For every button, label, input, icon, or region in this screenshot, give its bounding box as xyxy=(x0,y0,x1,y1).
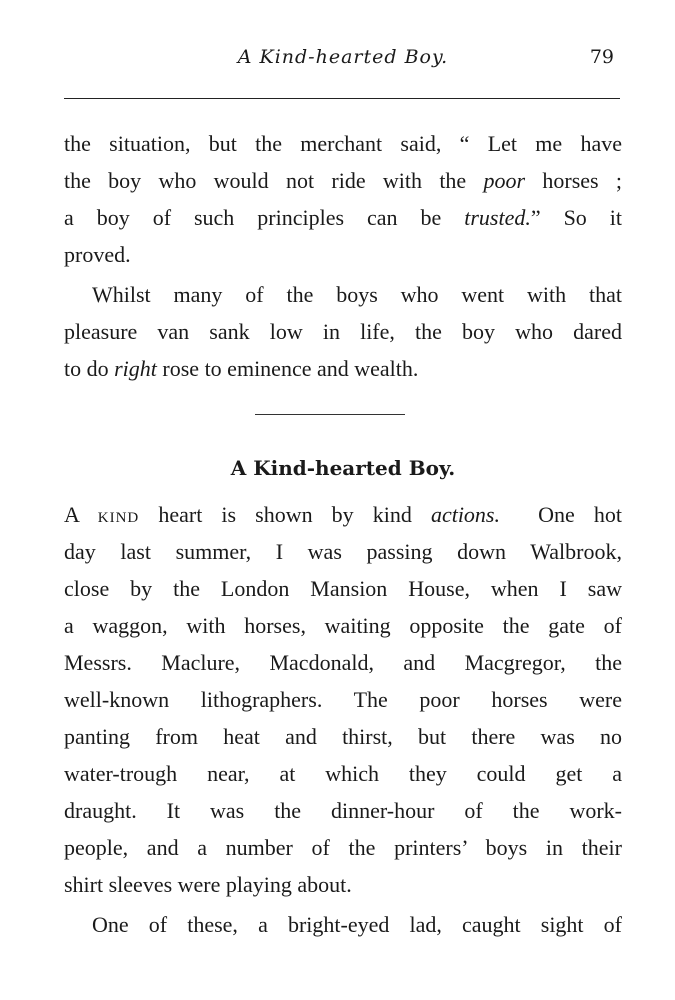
text-line: day last summer, I was passing down Walbrook, xyxy=(64,539,622,564)
text-line: A kind heart is shown by kind actions. One hot xyxy=(64,502,622,527)
text-line: the boy who would not ride with the poor horses ; xyxy=(64,168,623,193)
text-line: panting from heat and thirst, but there was no xyxy=(64,724,622,749)
text-line: a waggon, with horses, waiting opposite the gate of xyxy=(64,613,622,638)
opening-word: A xyxy=(64,502,79,527)
smallcaps-word: kind xyxy=(97,502,140,527)
text-line: shirt sleeves were playing about. xyxy=(64,872,352,897)
text-line: well-known lithographers. The poor horses were xyxy=(64,687,622,712)
emphasis-text: actions. xyxy=(430,502,500,527)
emphasis-text: poor xyxy=(483,168,526,193)
text-line: draught. It was the dinner-hour of the work- xyxy=(64,798,622,823)
text-line: people, and a number of the printers’ boys in their xyxy=(64,835,622,860)
emphasis-text: right xyxy=(114,356,157,381)
text-line: the situation, but the merchant said, “ Let me have xyxy=(64,131,622,156)
header-rule xyxy=(64,98,620,99)
running-head xyxy=(64,46,622,76)
text-line: Whilst many of the boys who went with that xyxy=(92,282,622,307)
text-line: water-trough near, at which they could get a xyxy=(64,761,622,786)
running-title: A Kind-hearted Boy. xyxy=(237,46,449,68)
text-block-top xyxy=(64,125,622,387)
text-line: pleasure van sank low in life, the boy who dared xyxy=(64,319,622,344)
text-line: One of these, a bright-eyed lad, caught sight of xyxy=(92,912,622,937)
text-line: to do right rose to eminence and wealth. xyxy=(64,356,419,381)
text-line: close by the London Mansion House, when I saw xyxy=(64,576,622,601)
text-line: a boy of such principles can be trusted.” So it xyxy=(64,205,622,230)
page-number: 79 xyxy=(589,46,614,68)
emphasis-text: trusted. xyxy=(464,205,531,230)
text-line: proved. xyxy=(64,242,131,267)
text-line: Messrs. Maclure, Macdonald, and Macgregor, the xyxy=(64,650,622,675)
section-divider xyxy=(255,414,405,415)
section-title: A Kind-hearted Boy. xyxy=(230,456,456,480)
text-block-bottom xyxy=(64,496,622,943)
